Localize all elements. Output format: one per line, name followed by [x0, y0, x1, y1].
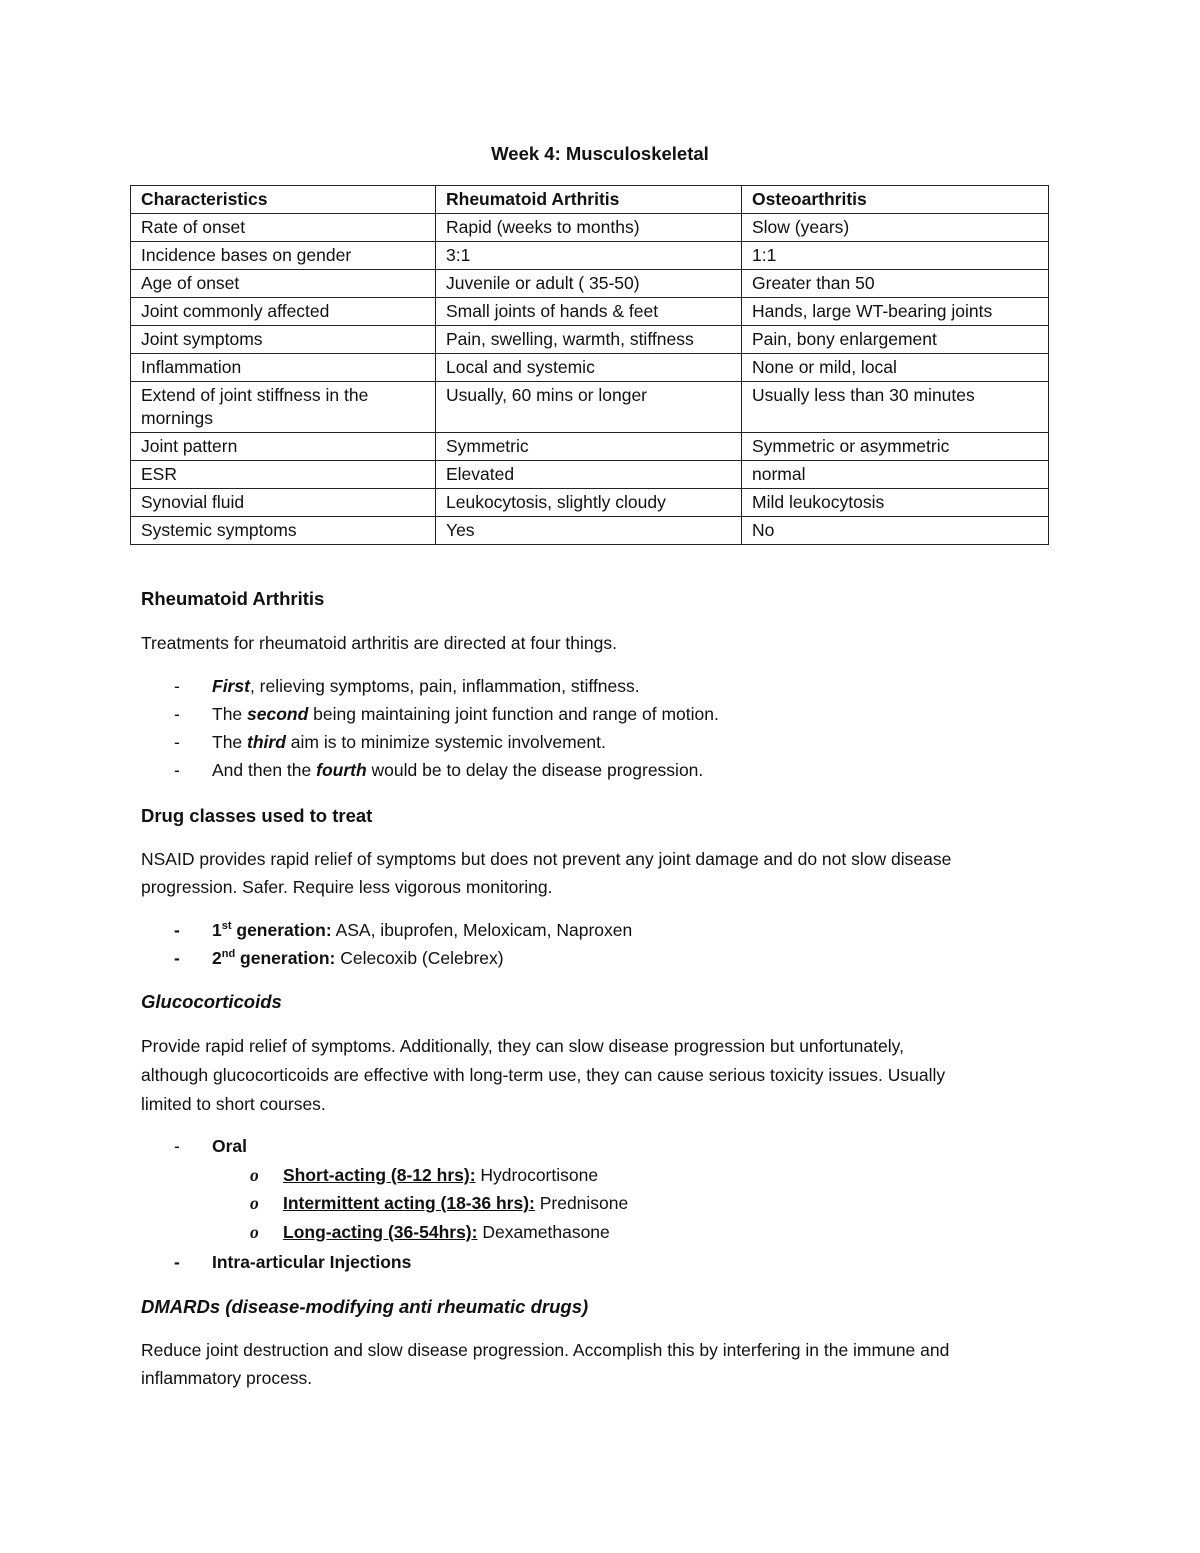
table-cell: Symmetric or asymmetric	[742, 433, 1049, 461]
table-cell: Yes	[436, 517, 742, 545]
gluco-line-3: limited to short courses.	[141, 1094, 326, 1114]
table-row	[131, 326, 1049, 354]
list-item	[141, 1218, 1071, 1246]
generation-drugs: Celecoxib (Celebrex)	[335, 948, 504, 968]
sub-item-drug: Dexamethasone	[477, 1222, 610, 1242]
item-emphasis: fourth	[316, 760, 367, 780]
table-row	[131, 461, 1049, 489]
table-row	[131, 517, 1049, 545]
dash-bullet: -	[174, 1136, 180, 1156]
table-header-row	[131, 186, 1049, 214]
dash-bullet: -	[174, 704, 180, 724]
table-cell: Inflammation	[131, 354, 436, 382]
item-text: The	[212, 732, 248, 752]
table-cell: Local and systemic	[436, 354, 742, 382]
item-emphasis: First	[212, 676, 250, 696]
drug-classes-heading: Drug classes used to treat	[141, 805, 373, 826]
dmards-line-1: Reduce joint destruction and slow disease progression. Accomplish this by interfering in the immune and	[141, 1340, 950, 1360]
dash-bullet: -	[174, 1252, 180, 1272]
list-item	[141, 1132, 1071, 1160]
oral-label: Oral	[212, 1136, 248, 1156]
table-row	[131, 433, 1049, 461]
table-row	[131, 214, 1049, 242]
item-text: And then the	[212, 760, 317, 780]
ra-intro: Treatments for rheumatoid arthritis are directed at four things.	[141, 633, 617, 653]
nsaid-generation-list	[141, 916, 1071, 976]
table-cell: Mild leukocytosis	[742, 489, 1049, 517]
table-cell: Usually, 60 mins or longer	[436, 382, 742, 433]
table-cell: Synovial fluid	[131, 489, 436, 517]
column-header: Characteristics	[131, 186, 436, 214]
list-item	[141, 1248, 1071, 1276]
sub-item-drug: Hydrocortisone	[475, 1165, 599, 1185]
table-cell: Age of onset	[131, 270, 436, 298]
table-cell: Juvenile or adult ( 35-50)	[436, 270, 742, 298]
table-cell: Rapid (weeks to months)	[436, 214, 742, 242]
circle-bullet-icon: o	[250, 1193, 259, 1213]
generation-number: 2	[212, 948, 222, 968]
table-cell: Systemic symptoms	[131, 517, 436, 545]
item-text: would be to delay the disease progression.	[366, 760, 704, 780]
table-cell: 1:1	[742, 242, 1049, 270]
dash-bullet: -	[174, 948, 180, 968]
intra-articular-label: Intra-articular Injections	[212, 1252, 412, 1272]
table-cell: Usually less than 30 minutes	[742, 382, 1049, 433]
table-cell: Incidence bases on gender	[131, 242, 436, 270]
generation-drugs: ASA, ibuprofen, Meloxicam, Naproxen	[331, 920, 633, 940]
table-cell: Pain, swelling, warmth, stiffness	[436, 326, 742, 354]
ra-treatment-list	[141, 672, 1071, 792]
table-cell: No	[742, 517, 1049, 545]
dash-bullet: -	[174, 732, 180, 752]
table-row	[131, 270, 1049, 298]
sub-item-label: Long-acting (36-54hrs):	[283, 1222, 478, 1242]
sub-item-drug: Prednisone	[534, 1193, 629, 1213]
table-cell: Leukocytosis, slightly cloudy	[436, 489, 742, 517]
table-row	[131, 489, 1049, 517]
generation-number: 1	[212, 920, 222, 940]
circle-bullet-icon: o	[250, 1222, 259, 1242]
table-cell: Elevated	[436, 461, 742, 489]
generation-label: generation:	[231, 920, 332, 940]
list-item	[141, 1189, 1071, 1217]
table-row	[131, 382, 1049, 433]
gluco-line-2: although glucocorticoids are effective with long-term use, they can cause serious toxicity issues. Usually	[141, 1065, 946, 1085]
table-row	[131, 298, 1049, 326]
table-cell: None or mild, local	[742, 354, 1049, 382]
table-cell: Slow (years)	[742, 214, 1049, 242]
item-text: The	[212, 704, 248, 724]
table-cell: Rate of onset	[131, 214, 436, 242]
glucocorticoids-heading: Glucocorticoids	[141, 991, 282, 1012]
dmards-heading: DMARDs (disease-modifying anti rheumatic drugs)	[141, 1296, 589, 1317]
item-text: aim is to minimize systemic involvement.	[285, 732, 606, 752]
table-cell: Hands, large WT-bearing joints	[742, 298, 1049, 326]
table-cell: Pain, bony enlargement	[742, 326, 1049, 354]
table-cell: normal	[742, 461, 1049, 489]
column-header: Rheumatoid Arthritis	[436, 186, 742, 214]
nsaid-line-1: NSAID provides rapid relief of symptoms but does not prevent any joint damage and do not slow disease	[141, 849, 952, 869]
generation-label: generation:	[235, 948, 336, 968]
item-text: being maintaining joint function and range of motion.	[308, 704, 719, 724]
dash-bullet: -	[174, 920, 180, 940]
table-row	[131, 354, 1049, 382]
gluco-line-1: Provide rapid relief of symptoms. Additionally, they can slow disease progression but unfortunately,	[141, 1036, 904, 1056]
table-cell: Joint pattern	[131, 433, 436, 461]
dmards-line-2: inflammatory process.	[141, 1368, 313, 1388]
dash-bullet: -	[174, 760, 180, 780]
table-cell: Small joints of hands & feet	[436, 298, 742, 326]
nsaid-line-2: progression. Safer. Require less vigorous monitoring.	[141, 877, 553, 897]
table-cell: Symmetric	[436, 433, 742, 461]
sub-item-label: Intermittent acting (18-36 hrs):	[283, 1193, 535, 1213]
table-cell: Extend of joint stiffness in the mornings	[131, 382, 436, 433]
sub-item-label: Short-acting (8-12 hrs):	[283, 1165, 476, 1185]
list-item	[141, 1161, 1071, 1189]
table-cell: Greater than 50	[742, 270, 1049, 298]
column-header: Osteoarthritis	[742, 186, 1049, 214]
table-cell: Joint symptoms	[131, 326, 436, 354]
item-emphasis: third	[247, 732, 286, 752]
table-row	[131, 242, 1049, 270]
item-emphasis: second	[247, 704, 309, 724]
generation-suffix: nd	[221, 948, 236, 961]
generation-suffix: st	[221, 920, 232, 933]
circle-bullet-icon: o	[250, 1165, 259, 1185]
table-cell: 3:1	[436, 242, 742, 270]
gluco-route-list	[141, 1132, 1071, 1282]
item-text: , relieving symptoms, pain, inflammation, stiffness.	[249, 676, 640, 696]
page-title: Week 4: Musculoskeletal	[491, 143, 709, 164]
dash-bullet: -	[174, 676, 180, 696]
table-cell: ESR	[131, 461, 436, 489]
comparison-table	[130, 185, 1049, 545]
table-cell: Joint commonly affected	[131, 298, 436, 326]
ra-heading: Rheumatoid Arthritis	[141, 588, 325, 609]
